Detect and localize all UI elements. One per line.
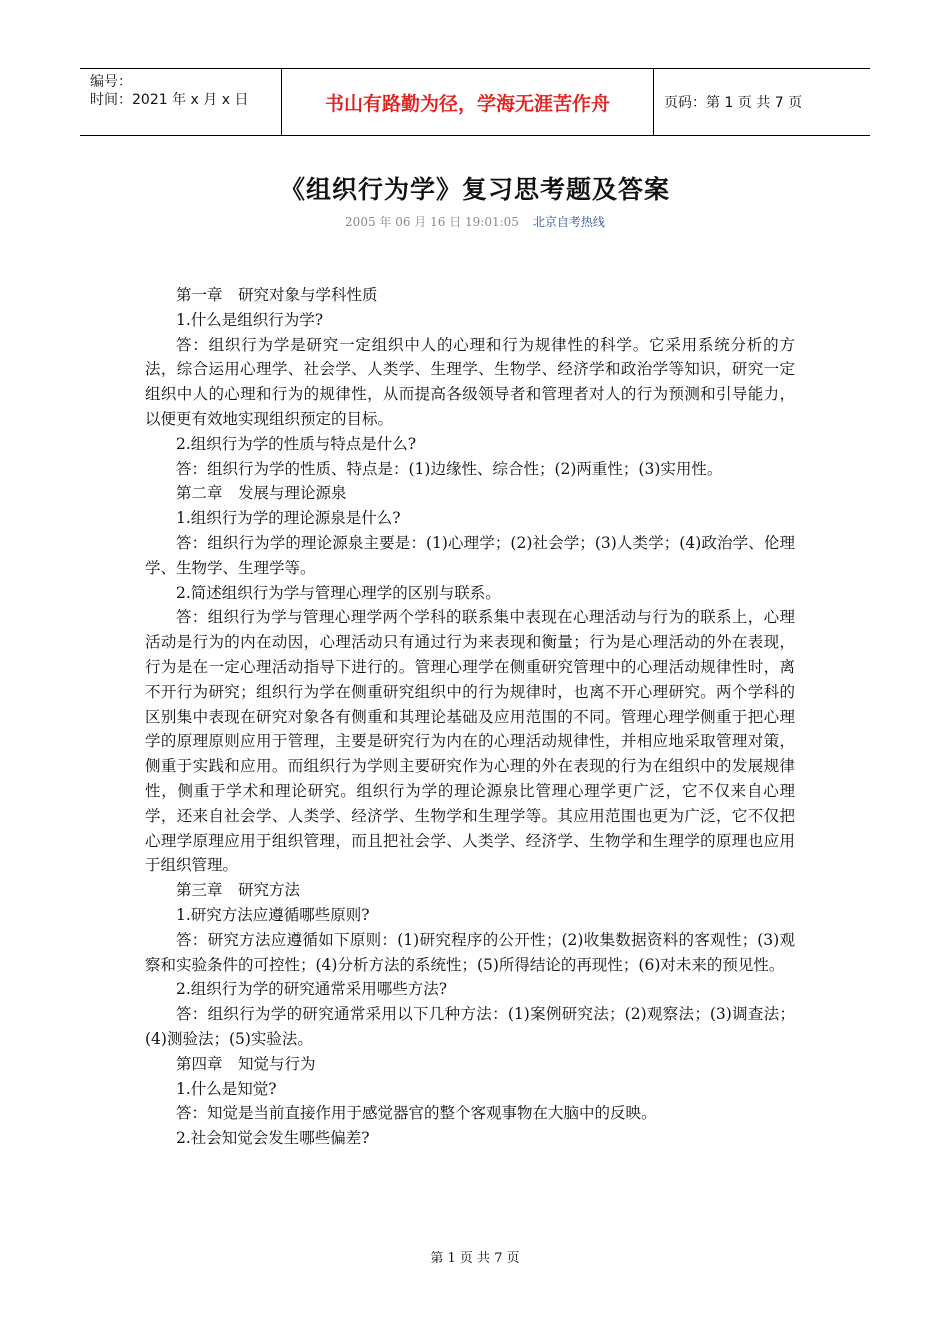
document-title: 《组织行为学》复习思考题及答案 (279, 175, 670, 204)
paragraph: 答：组织行为学的研究通常采用以下几种方法：(1)案例研究法；(2)观察法；(3)调查法；(4)测验法；(5)实验法。 (145, 1005, 795, 1048)
motto: 书山有路勤为径，学海无涯苦作舟 (282, 69, 654, 135)
time-label: 时间：2021 年 x 月 x 日 (90, 92, 249, 108)
header-table (80, 68, 870, 136)
paragraph: 2.组织行为学的研究通常采用哪些方法? (176, 980, 448, 999)
page-info: 页码：第 1 页 共 7 页 (664, 95, 803, 111)
paragraph: 第一章 研究对象与学科性质 (176, 286, 378, 304)
paragraph: 第二章 发展与理论源泉 (176, 484, 347, 503)
number-label: 编号： (90, 74, 132, 90)
paragraph: 第三章 研究方法 (176, 881, 301, 900)
paragraph: 答：组织行为学的理论源泉主要是：(1)心理学；(2)社会学；(3)人类学；(4)政治学、伦理学、生物学、生理学等。 (145, 533, 795, 577)
paragraph: 2.社会知觉会发生哪些偏差? (176, 1129, 370, 1148)
paragraph: 答：组织行为学与管理心理学两个学科的联系集中表现在心理活动与行为的联系上，心理活动是行为的内在动因，心理活动只有通过行为来表现和衡量；行为是心理活动的外在表现，行为是在一定心理活动指导下进行的。管理心理学在侧重研究管理中的心理活动规律性时，离不开行为研究；组织行为学在侧重研究组织中的行为规律时，也离不开心理研究。两个学科的区别集中表现在研究对象各有侧重和其理论基础及应用范围的不同。管理心理学侧重于把心理学的原理原则应用于管理，主要是研究行为内在的心理活动规律性，并相应地采取管理对策，侧重于实践和应用。而组织行为学则主要研究作为心理的外在表现的行为在组织中的发展规律性，侧重于学术和理论研究。组织行为学的理论源泉比管理心理学更广泛，它不仅来自心理学，还来自社会学、人类学、经济学、生物学和生理学等。其应用范围也更为广泛，它不仅把心理学原理应用于组织管理，而且把社会学、人类学、经济学、生物学和生理学的原理也应用于组织管理。 (145, 608, 795, 875)
source-link[interactable]: 北京自考热线 (532, 215, 605, 229)
paragraph: 1.什么是组织行为学? (176, 310, 324, 329)
paragraph: 第四章 知觉与行为 (176, 1054, 316, 1073)
header-left-cell (80, 69, 282, 135)
paragraph: 答：组织行为学是研究一定组织中人的心理和行为规律性的科学。它采用系统分析的方法，综合运用心理学、社会学、人类学、生理学、生物学、经济学和政治学等知识，研究一定组织中人的心理和行为的规律性，从而提高各级领导者和管理者对人的行为预测和引导能力，以便更有效地实现组织预定的目标。 (145, 335, 795, 428)
page-footer: 第 1 页 共 7 页 (430, 1251, 520, 1266)
paragraph: 1.研究方法应遵循哪些原则? (176, 905, 370, 924)
paragraph: 答：研究方法应遵循如下原则：(1)研究程序的公开性；(2)收集数据资料的客观性；(3)观察和实验条件的可控性；(4)分析方法的系统性；(5)所得结论的再现性；(6)对未来的预见性。 (145, 930, 795, 974)
paragraph: 1.组织行为学的理论源泉是什么? (176, 509, 401, 528)
publish-date: 2005 年 06 月 16 日 19:01:05 (345, 215, 519, 229)
document-meta (0, 213, 950, 230)
document-body (145, 283, 795, 1151)
paragraph: 答：知觉是当前直接作用于感觉器官的整个客观事物在大脑中的反映。 (176, 1104, 657, 1123)
paragraph: 1.什么是知觉? (176, 1079, 277, 1098)
paragraph: 2.组织行为学的性质与特点是什么? (176, 434, 417, 453)
paragraph: 2.简述组织行为学与管理心理学的区别与联系。 (176, 583, 501, 602)
paragraph: 答：组织行为学的性质、特点是：(1)边缘性、综合性；(2)两重性；(3)实用性。 (176, 459, 723, 478)
